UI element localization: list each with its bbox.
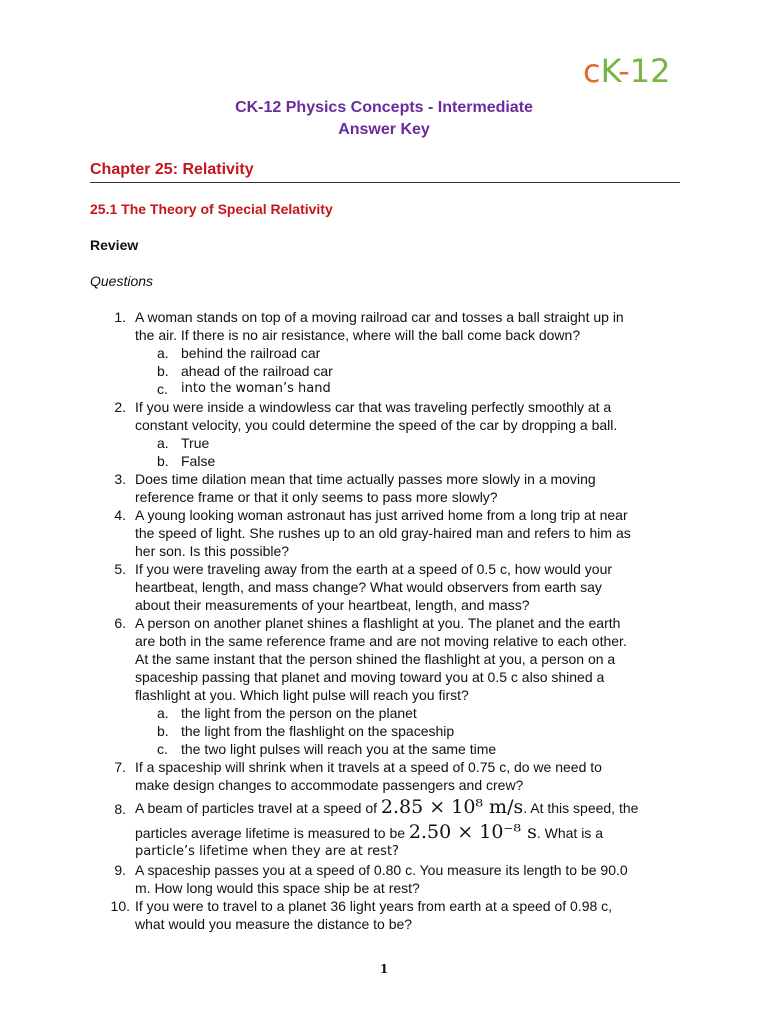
question-text: A spaceship passes you at a speed of 0.80 c. You measure its length to be 90.0 — [135, 862, 628, 878]
question-text: are both in the same reference frame and are not moving relative to each other. — [135, 633, 627, 649]
speed-expression: 2.85 × 10⁸ m/s — [380, 796, 524, 818]
option-label: a. — [157, 705, 169, 721]
option-text: ahead of the railroad car — [181, 363, 333, 379]
option-text: the light from the flashlight on the spaceship — [181, 723, 455, 739]
option-label: b. — [157, 723, 169, 739]
question-number: 5. — [114, 561, 126, 577]
option-text: False — [181, 453, 216, 469]
question-number: 4. — [114, 507, 126, 523]
question-text: constant velocity, you could determine the speed of the car by dropping a ball. — [135, 417, 618, 433]
question-text-part: A beam of particles travel at a speed of — [135, 800, 381, 816]
questions-label: Questions — [90, 273, 154, 289]
question-text: the air. If there is no air resistance, where will the ball come back down? — [135, 327, 581, 343]
option-label: a. — [157, 345, 169, 361]
question-text: about their measurements of your heartbeat, length, and mass? — [135, 597, 530, 613]
ck12-logo — [583, 52, 670, 92]
option-label: b. — [157, 453, 169, 469]
lifetime-expression: 2.50 × 10⁻⁸ s — [408, 821, 537, 843]
question-text: A woman stands on top of a moving railroad car and tosses a ball straight up in — [135, 309, 624, 325]
question-text: A young looking woman astronaut has just arrived home from a long trip at near — [135, 507, 628, 523]
question-text-part: . At this speed, the — [523, 800, 639, 816]
question-text: what would you measure the distance to be? — [135, 916, 413, 932]
question-text: If a spaceship will shrink when it travels at a speed of 0.75 c, do we need to — [135, 759, 602, 775]
section-heading: 25.1 The Theory of Special Relativity — [90, 201, 333, 217]
review-heading: Review — [90, 237, 139, 253]
question-number: 2. — [114, 399, 126, 415]
question-text: A person on another planet shines a flashlight at you. The planet and the earth — [135, 615, 621, 631]
document-title: CK-12 Physics Concepts - Intermediate — [235, 99, 533, 116]
question-text: m. How long would this space ship be at rest? — [135, 880, 420, 896]
question-number: 10. — [110, 898, 130, 914]
question-text: her son. Is this possible? — [135, 543, 290, 559]
document-subtitle: Answer Key — [338, 121, 430, 138]
question-text: heartbeat, length, and mass change? What would observers from earth say — [135, 579, 602, 595]
chapter-heading: Chapter 25: Relativity — [90, 161, 254, 178]
question-text: spaceship passing that planet and moving toward you at 0.5 c also shined a — [135, 669, 605, 685]
question-text: If you were to travel to a planet 36 light years from earth at a speed of 0.98 c, — [135, 898, 613, 914]
question-number: 6. — [114, 615, 126, 631]
question-text: If you were inside a windowless car that was traveling perfectly smoothly at a — [135, 399, 612, 415]
option-text: the light from the person on the planet — [181, 705, 417, 721]
option-label: b. — [157, 363, 169, 379]
question-text: particle’s lifetime when they are at rest? — [135, 844, 399, 859]
chapter-divider — [90, 182, 680, 183]
question-text-part: particles average lifetime is measured to be — [135, 825, 409, 841]
question-text: reference frame or that it only seems to pass more slowly? — [135, 489, 498, 505]
question-text: If you were traveling away from the earth at a speed of 0.5 c, how would your — [135, 561, 613, 577]
question-number: 7. — [114, 759, 126, 775]
question-number: 1. — [114, 309, 126, 325]
page-number: 1 — [379, 962, 389, 976]
question-number: 8. — [114, 801, 126, 817]
question-number: 3. — [114, 471, 126, 487]
option-text: behind the railroad car — [181, 345, 321, 361]
question-text-part: . What is a — [536, 825, 603, 841]
question-text: make design changes to accommodate passengers and crew? — [135, 777, 524, 793]
option-text: into the woman’s hand — [181, 381, 331, 396]
question-text: Does time dilation mean that time actually passes more slowly in a moving — [135, 471, 596, 487]
question-text: flashlight at you. Which light pulse will reach you first? — [135, 687, 469, 703]
logo-c: c — [583, 52, 601, 90]
option-text: the two light pulses will reach you at the same time — [181, 741, 497, 757]
option-text: True — [181, 435, 210, 451]
question-text: At the same instant that the person shined the flashlight at you, a person on a — [135, 651, 616, 667]
option-label: c. — [157, 381, 168, 397]
logo-number: 12 — [629, 52, 671, 90]
question-text — [135, 819, 603, 846]
logo-dash: - — [618, 52, 630, 90]
question-text — [135, 794, 638, 821]
option-label: a. — [157, 435, 169, 451]
option-label: c. — [157, 741, 168, 757]
question-number: 9. — [114, 862, 126, 878]
logo-k: K — [600, 52, 619, 90]
question-text: the speed of light. She rushes up to an old gray-haired man and refers to him as — [135, 525, 631, 541]
